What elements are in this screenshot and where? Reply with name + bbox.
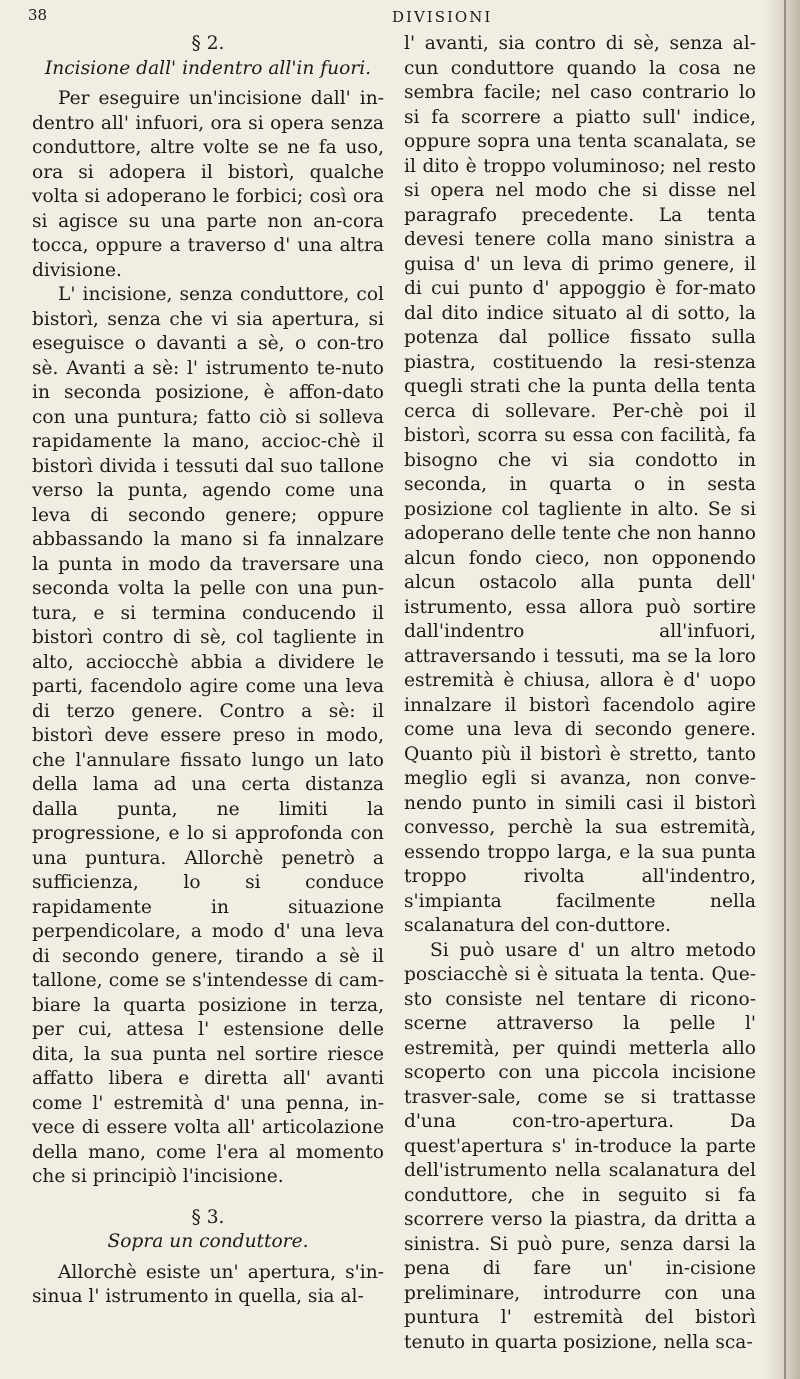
running-head: DIVISIONI	[392, 8, 493, 26]
left-column	[32, 32, 384, 1310]
paragraph: Per eseguire un'incisione dall' in-dentro all' infuori, ora si opera senza conduttore, altre volte se ne fa uso, ora si adopera il bistorì, qualche volta si adoperano le forbici; così ora si agisce su una parte non an-cora tocca, oppure a traverso d' una altra divisione.	[32, 88, 384, 281]
section-2-title: Incisione dall' indentro all'in fuori.	[44, 57, 372, 79]
paragraph: Si può usare d' un altro metodo posciacchè si è situata la tenta. Que-sto consiste nel tentare di ricono-scerne attraverso la pelle l' estremità, per quindi metterla allo scoperto con una piccola incisione trasver-sale, come se si trattasse d'una con-tro-apertura. Da quest'apertura s' in-troduce la parte dell'istrumento nella scalanatura del conduttore, che in seguito si fa scorrere verso la piastra, da dritta a sinistra. Si può pure, senza darsi la pena di fare un' in-cisione preliminare, introdurre con una puntura l' estremità del bistorì tenuto in quarta posizione, nella sca-	[404, 939, 756, 1353]
binding-edge-line	[784, 0, 786, 1379]
paragraph: L' incisione, senza conduttore, col bistorì, senza che vi sia apertura, si eseguisce o davanti a sè, o con-tro sè. Avanti a sè: l' istrumento te-nuto in seconda posizione, è affon-dato con una puntura; fatto ciò si solleva rapidamente la mano, accioc-chè il bistorì divida i tessuti dal suo tallone verso la punta, agendo come una leva di secondo genere; oppure abbassando la mano si fa innalzare la punta in modo da traversare una seconda volta la pelle con una pun-tura, e si termina conducendo il bistorì contro di sè, col tagliente in alto, acciocchè abbia a dividere le parti, facendolo agire come una leva di terzo genere. Contro a sè: il bistorì deve essere preso in modo, che l'annulare fissato lungo un lato della lama ad una certa distanza dalla punta, ne limiti la progressione, e lo si approfonda con una puntura. Allorchè penetrò a sufficienza, lo si conduce rapidamente in situazione perpendicolare, a modo d' una leva di secondo genere, tirando a sè il tallone, come se s'intendesse di cam-biare la quarta posizione in terza, per cui, attesa l' estensione delle dita, la sua punta nel sortire riesce affatto libera e diretta all' avanti come l' estremità d' una penna, in-vece di essere volta all' articolazione della mano, come l'era al momento che si principiò l'incisione.	[32, 284, 384, 1187]
page-edge-shadow	[764, 0, 800, 1379]
paragraph: l' avanti, sia contro di sè, senza al-cun conduttore quando la cosa ne sembra facile; nel caso contrario lo si fa scorrere a piatto sull' indice, oppure sopra una tenta scanalata, se il dito è troppo voluminoso; nel resto si opera nel modo che si disse nel paragrafo precedente. La tenta devesi tenere colla mano sinistra a guisa d' un leva di primo genere, il di cui punto d' appoggio è for-mato dal dito indice situato al di sotto, la potenza dal pollice fissato sulla piastra, costituendo la resi-stenza quegli strati che la punta della tenta cerca di sollevare. Per-chè poi il bistorì, scorra su essa con facilità, fa bisogno che vi sia condotto in seconda, in quarta o in sesta posizione col tagliente in alto. Se si adoperano delle tente che non hanno alcun fondo cieco, non opponendo alcun ostacolo alla punta dell' istrumento, essa allora può sortire dall'indentro all'infuori, attraversando i tessuti, ma se la loro estremità è chiusa, allora è d' uopo innalzare il bistorì facendolo agire come una leva di secondo genere. Quanto più il bistorì è stretto, tanto meglio egli si avanza, non conve-nendo punto in simili casi il bistorì convesso, perchè la sua estremità, essendo troppo larga, e la sua punta troppo rivolta all'indentro, s'impianta facilmente nella scalanatura del con-duttore.	[404, 33, 756, 936]
section-2-heading: § 2.	[191, 33, 225, 54]
page-header	[24, 6, 770, 32]
page-number: 38	[28, 6, 48, 24]
paragraph: Allorchè esiste un' apertura, s'in-sinua l' istrumento in quella, sia al-	[32, 1261, 384, 1307]
right-column	[404, 32, 756, 1355]
section-3-title: Sopra un conduttore.	[107, 1231, 309, 1252]
section-3-heading: § 3.	[191, 1206, 225, 1228]
